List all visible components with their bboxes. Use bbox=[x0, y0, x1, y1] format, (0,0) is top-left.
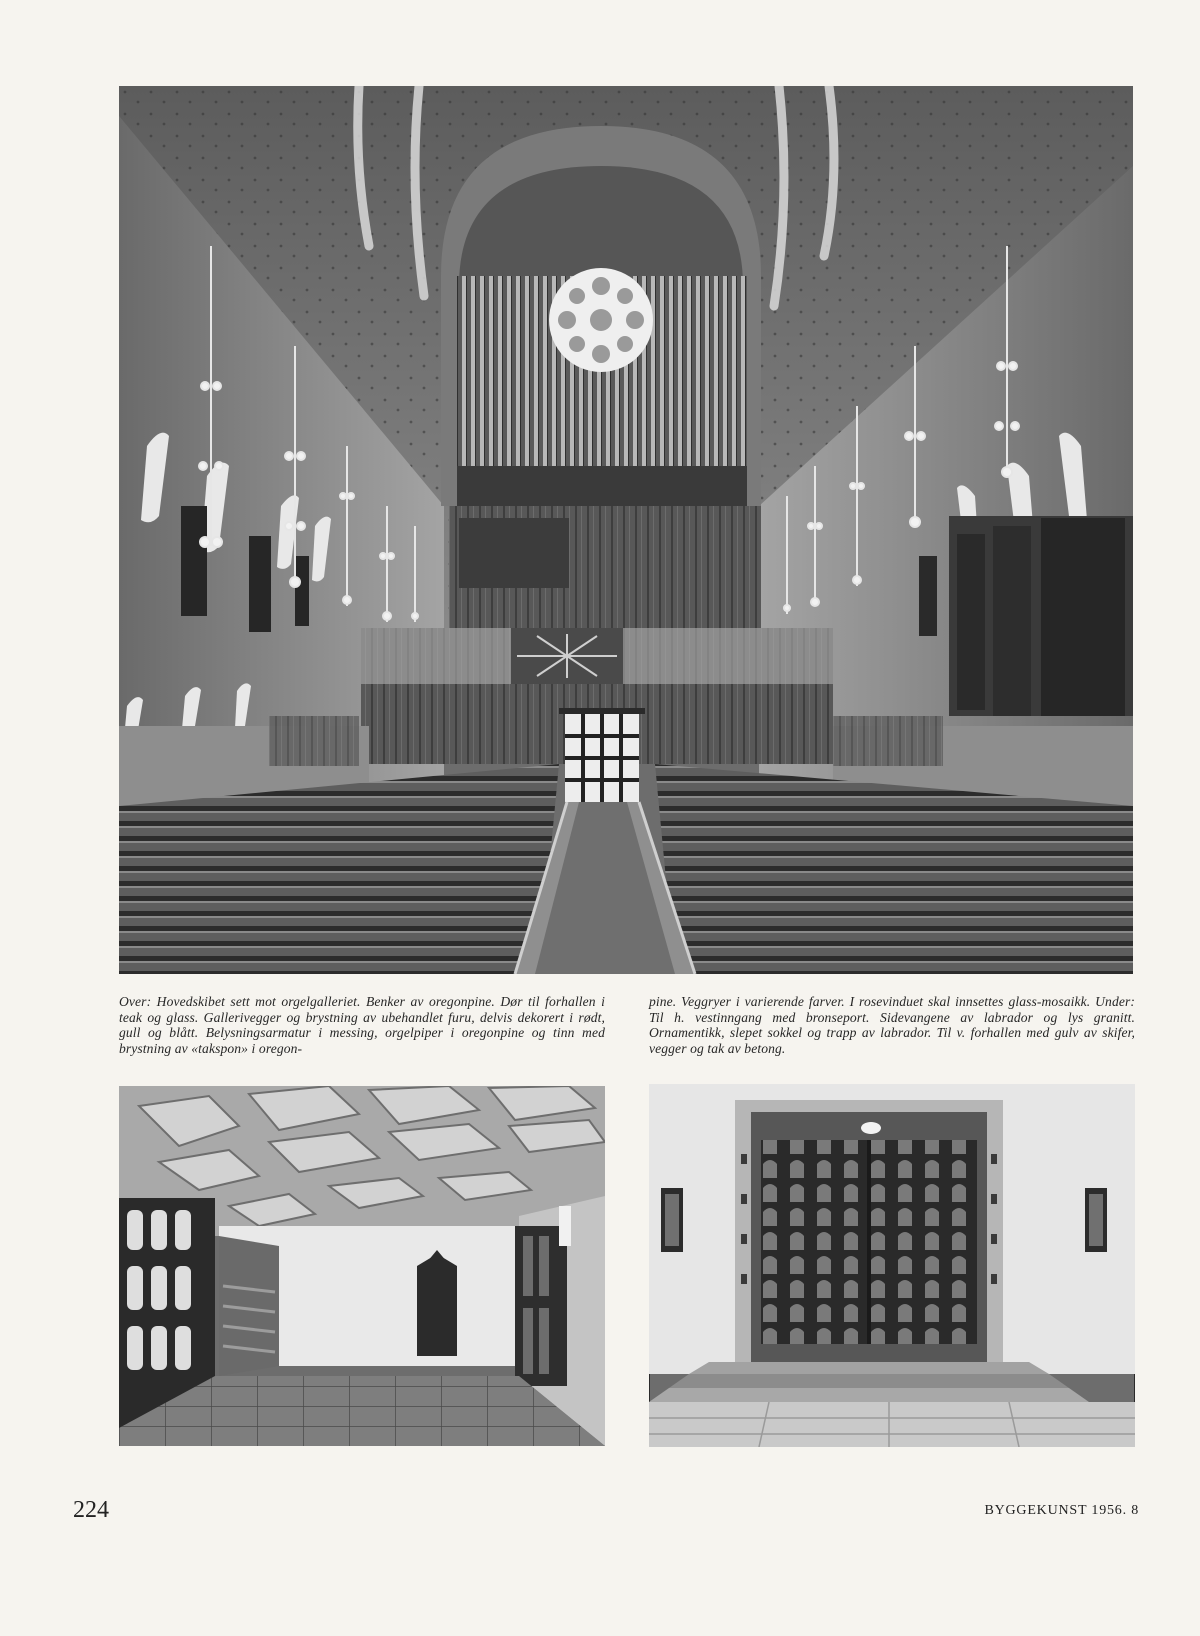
caption-right: pine. Veggryer i varierende farver. I rosevinduet skal innsettes glass-mosaikk. Under: Til h. vestinngang med bronseport. Sidevangene av labrador og lys granitt. Ornamentikk, slepet sokkel og trapp av labrador. Til v. forhallen med gulv av skifer, vegger og tak av betong. bbox=[649, 994, 1135, 1056]
page-number: 224 bbox=[73, 1497, 109, 1523]
nave-photo bbox=[119, 86, 1133, 974]
publication-footer: BYGGEKUNST 1956. 8 bbox=[984, 1503, 1139, 1518]
nave-illustration bbox=[119, 86, 1133, 974]
entrance-photo bbox=[649, 1084, 1135, 1447]
vestibule-illustration bbox=[119, 1086, 605, 1446]
entrance-illustration bbox=[649, 1084, 1135, 1447]
vestibule-photo bbox=[119, 1086, 605, 1446]
caption-left: Over: Hovedskibet sett mot orgelgalleriet. Benker av oregonpine. Dør til forhallen i teak og glass. Gallerivegger og brystning av ubehandlet furu, delvis dekorert i rødt, gull og blått. Belysningsarmatur i messing, orgelpiper i oregonpine og tinn med brystning av «takspon» i oregon- bbox=[119, 994, 605, 1056]
